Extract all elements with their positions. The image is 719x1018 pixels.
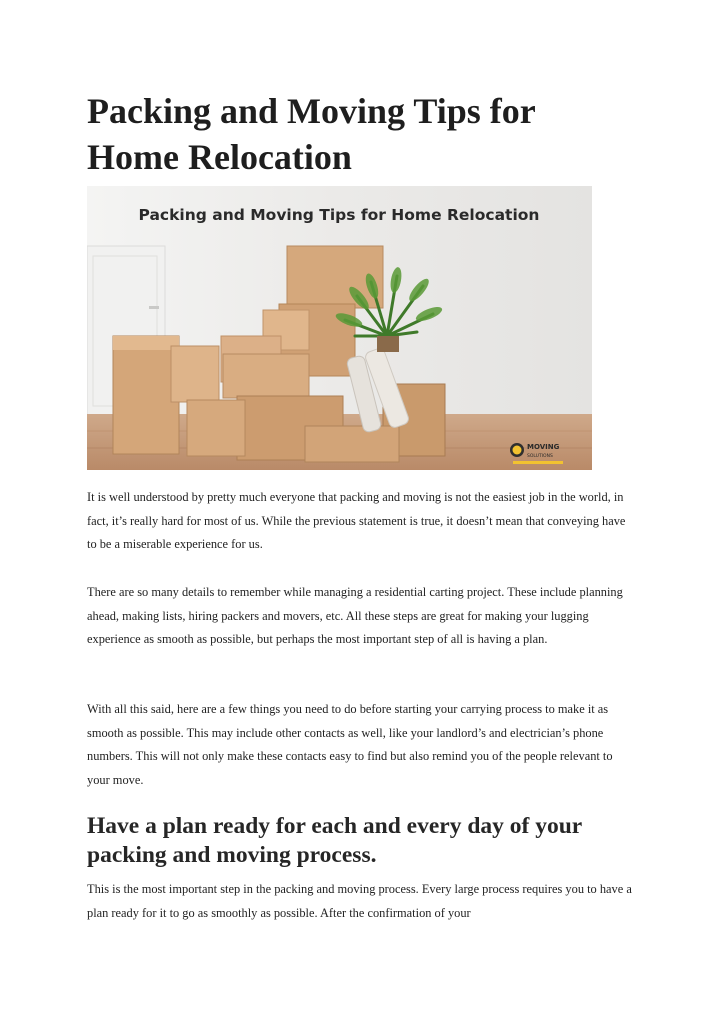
paragraph-2: There are so many details to remember while managing a residential carting project. These include planning ahead, making lists, hiring packers and movers, etc. All these steps are great for making your lugging experience as smooth as possible, but perhaps the most important step of all is having a plan. bbox=[87, 585, 623, 646]
hero-image bbox=[87, 186, 592, 470]
hero-banner-text: Packing and Moving Tips for Home Relocation bbox=[138, 206, 540, 224]
section-paragraph: This is the most important step in the packing and moving process. Every large process requires you to have a plan ready for it to go as smoothly as possible. After the confirmation of your bbox=[87, 882, 632, 920]
paragraph-3: With all this said, here are a few things you need to do before starting your carrying process to make it as smooth as possible. This may include other contacts as well, like your landlord’s and electrician’s phone numbers. This will not only make these contacts easy to find but also remind you of the people relevant to your move. bbox=[87, 702, 613, 787]
logo-text: MOVING bbox=[527, 443, 560, 451]
logo-subtext: SOLUTIONS bbox=[527, 454, 553, 459]
page-title: Packing and Moving Tips for Home Relocation bbox=[87, 91, 536, 177]
section-heading: Have a plan ready for each and every day of your packing and moving process. bbox=[87, 813, 582, 868]
paragraph-1: It is well understood by pretty much everyone that packing and moving is not the easiest job in the world, in fact, it’s really hard for most of us. While the previous statement is true, it doesn’t mean that conveying have to be a miserable experience for us. bbox=[87, 490, 626, 551]
